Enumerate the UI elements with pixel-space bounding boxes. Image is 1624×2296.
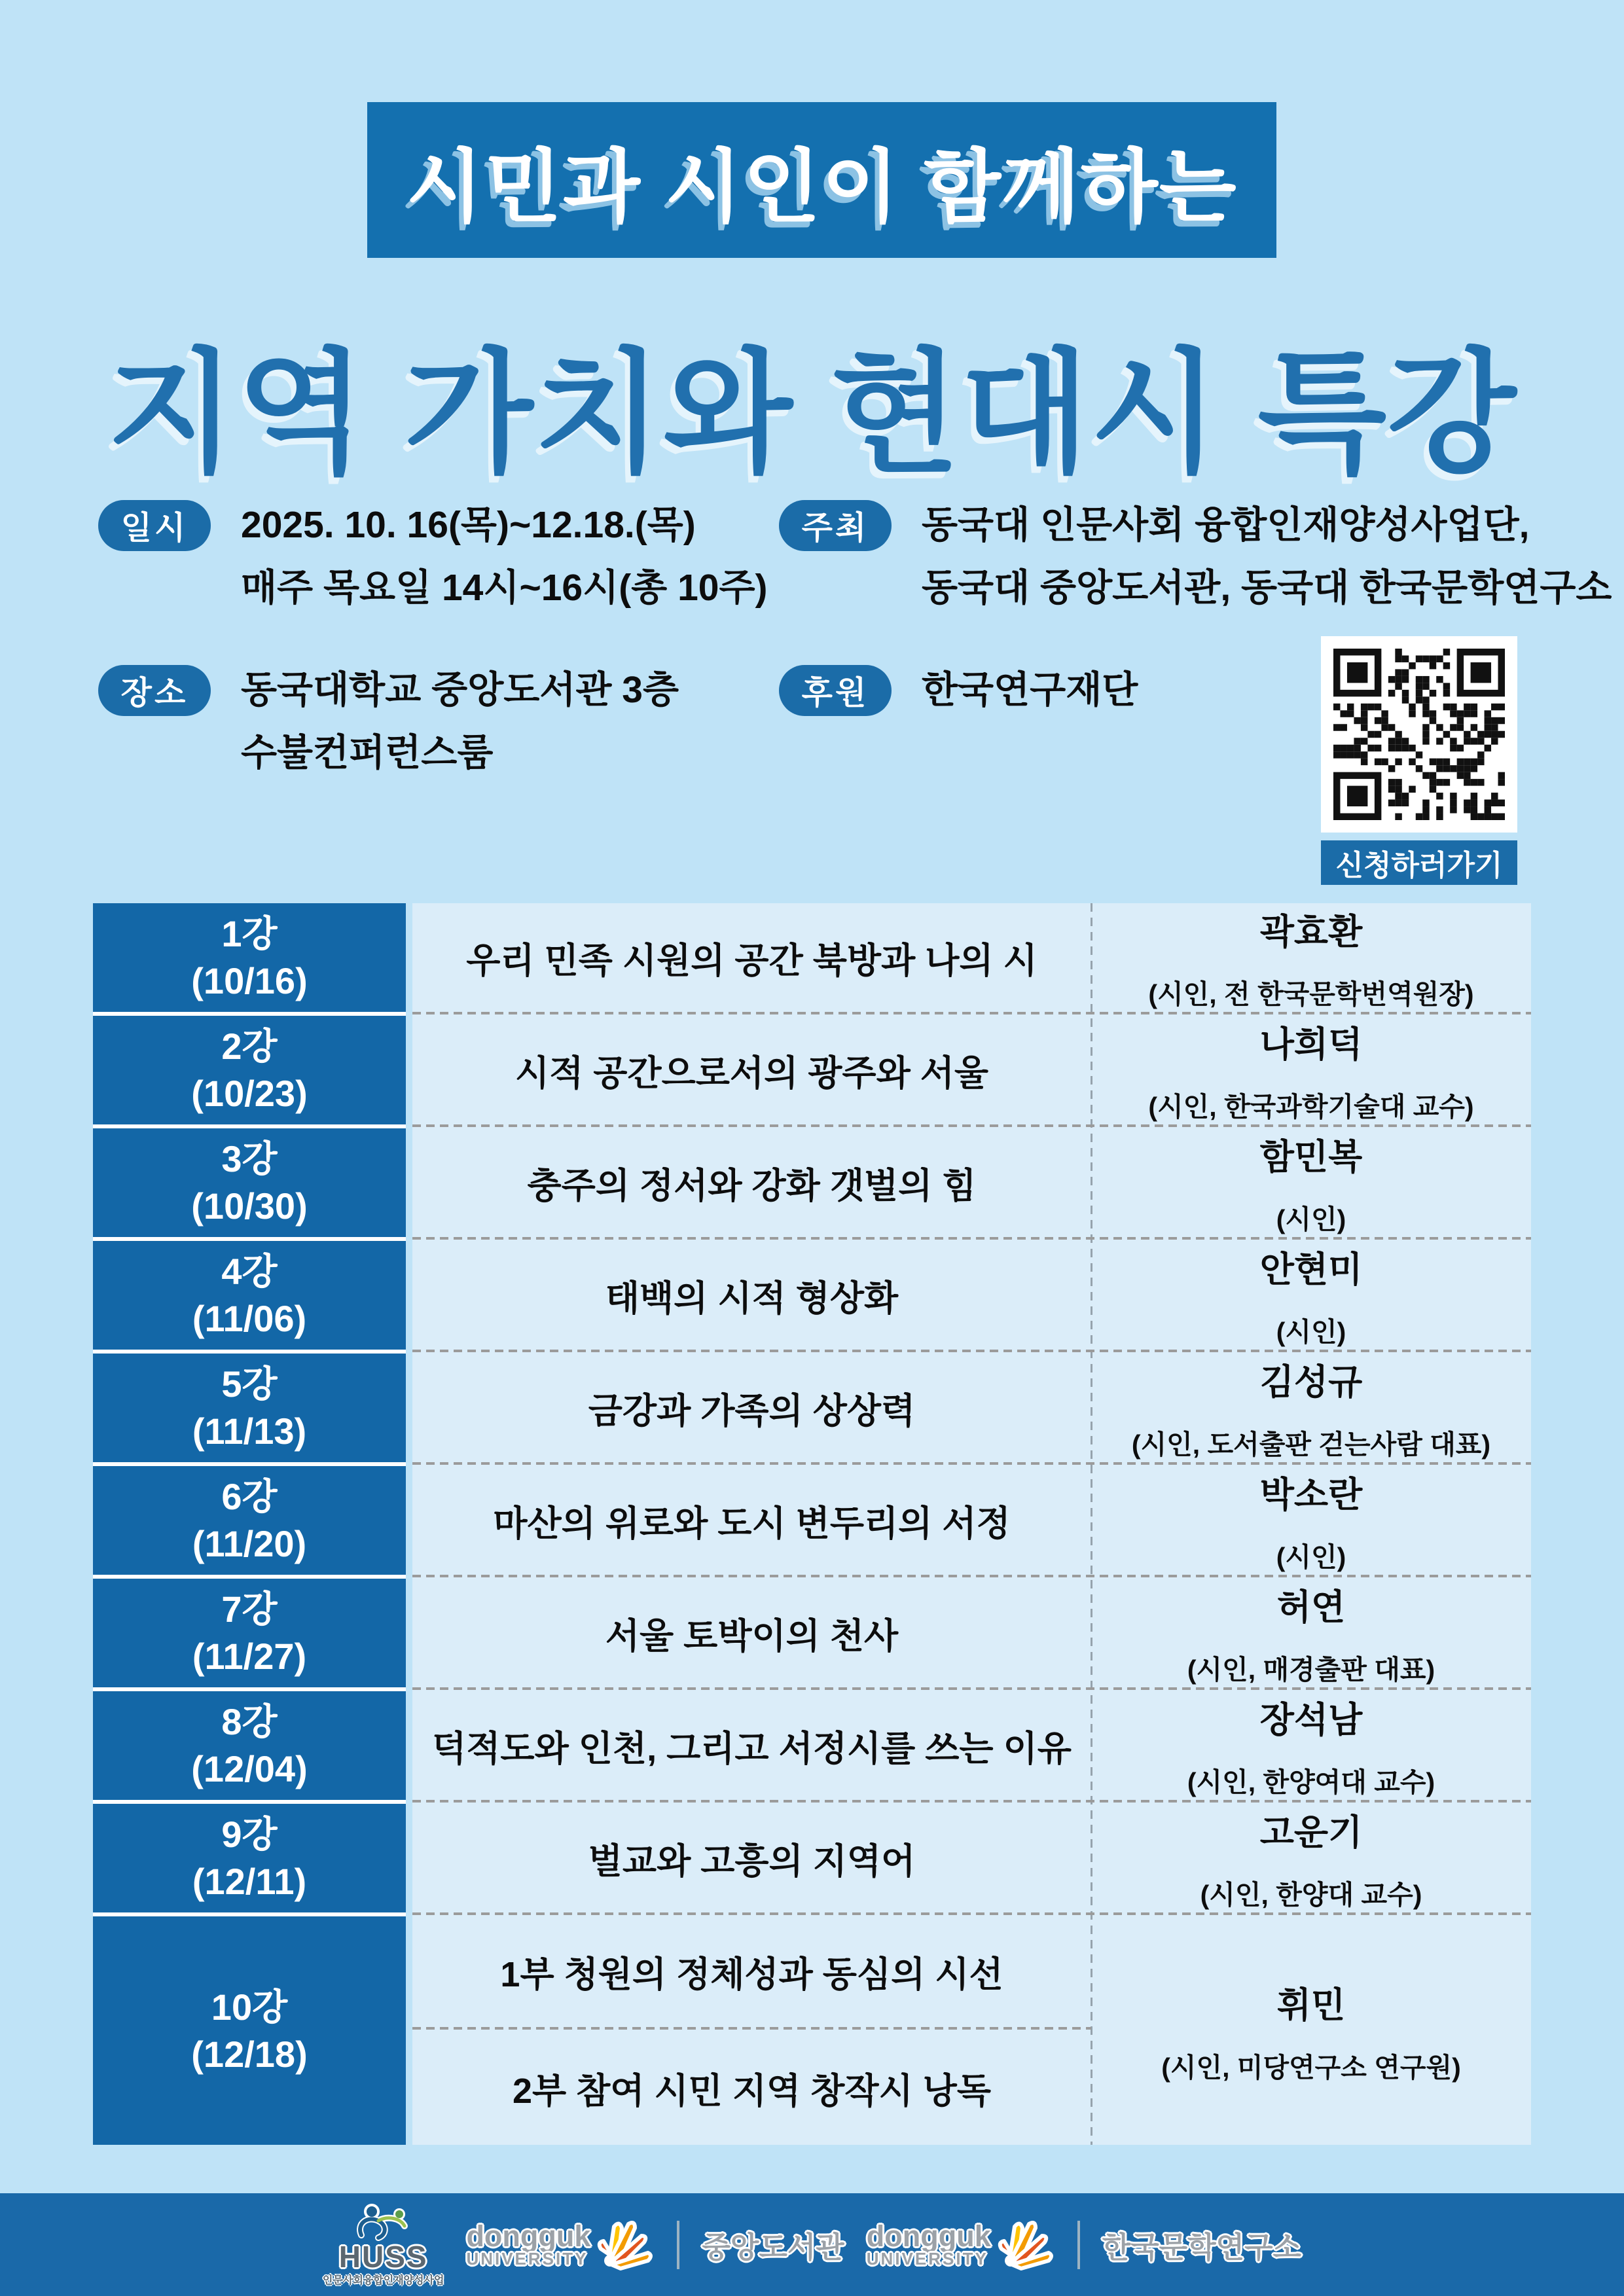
lotus-icon [594,2215,655,2275]
university-wordmark: UNIVERSITY [866,2248,988,2269]
dongguk-logo [867,2215,1055,2275]
row-divider [412,1124,1531,1127]
row-divider [412,1912,1531,1915]
session-cell: 6강 (11/20) [93,1466,406,1575]
topic-cell: 벌교와 고흥의 지역어 [588,1841,916,1881]
date-line2: 매주 목요일 14시~16시(총 10주) [241,567,768,609]
session-cell: 3강 (10/30) [93,1128,406,1237]
huss-subtext: 인문사회융합인재양성사업 [322,2274,444,2286]
speaker-cell: 고운기 (시인, 한양대 교수) [1200,1813,1422,1910]
topic-cell: 마산의 위로와 도시 변두리의 서정 [493,1503,1011,1543]
session-cell: 8강 (12/04) [93,1691,406,1800]
topic-cell: 금강과 가족의 상상력 [588,1391,916,1431]
place-line1: 동국대학교 중앙도서관 3층 [241,669,679,711]
sponsor-line1: 한국연구재단 [922,669,1138,711]
topic-cell-part1: 1부 청원의 정체성과 동심의 시선 [500,1955,1003,1994]
speaker-cell: 김성규 (시인, 도서출판 걷는사람 대표) [1131,1363,1491,1460]
speaker-cell: 장석남 (시인, 한양여대 교수) [1187,1700,1435,1797]
row-divider [412,1012,1531,1014]
footer [0,2193,1624,2296]
huss-icon [352,2204,415,2244]
dongguk-wordmark: dongguk [866,2219,991,2253]
place-badge: 장소 [98,665,211,716]
session-cell: 4강 (11/06) [93,1241,406,1350]
qr-code [1321,636,1517,833]
university-wordmark: UNIVERSITY [466,2248,588,2269]
banner [367,102,1276,258]
info-date [98,500,768,619]
topic-cell-part2: 2부 참여 시민 지역 창작시 낭독 [512,2071,991,2111]
schedule-table [93,903,1531,2145]
session-cell: 7강 (11/27) [93,1579,406,1687]
row-divider [412,1462,1531,1465]
lotus-icon [995,2215,1055,2275]
topic-cell: 시적 공간으로서의 광주와 서울 [514,1053,989,1093]
speaker-cell: 박소란 (시인) [1259,1475,1363,1572]
page-title: 지역 가치와 현대시 특강 [107,339,1517,488]
row-divider [412,1237,1531,1240]
date-badge: 일시 [98,500,211,551]
session-cell: 10강 (12/18) [93,1916,406,2145]
speaker-cell: 곽효환 (시인, 전 한국문학번역원장) [1148,912,1474,1009]
host-badge: 주최 [779,500,892,551]
session-cell: 5강 (11/13) [93,1354,406,1462]
unit-literature-institute: 한국문학연구소 [1102,2231,1302,2264]
topic-cell: 서울 토박이의 천사 [605,1616,899,1656]
host-line1: 동국대 인문사회 융합인재양성사업단, [922,504,1530,546]
speaker-cell: 함민복 (시인) [1259,1138,1363,1234]
session-column [93,903,406,2145]
row-divider [412,1800,1531,1803]
speaker-cell: 휘민 (시인, 미당연구소 연구원) [1161,1985,1461,2083]
info-host [779,500,1612,619]
place-line2: 수불컨퍼런스룸 [241,732,494,774]
speaker-cell: 나희덕 (시인, 한국과학기술대 교수) [1148,1025,1474,1122]
topic-cell: 충주의 정서와 강화 갯벌의 힘 [527,1166,977,1206]
schedule-body [412,903,1531,2145]
signup-link[interactable]: 신청하러가기 [1321,840,1517,885]
footer-divider [1077,2221,1080,2269]
huss-logo [323,2204,444,2286]
row-divider [412,1575,1531,1577]
session-cell: 9강 (12/11) [93,1804,406,1912]
footer-divider [677,2221,679,2269]
info-sponsor [779,665,1138,721]
dongguk-wordmark: dongguk [466,2219,591,2253]
sponsor-badge: 후원 [779,665,892,716]
row-divider [412,1687,1531,1690]
huss-name: HUSS [338,2239,428,2274]
topic-cell: 덕적도와 인천, 그리고 서정시를 쓰는 이유 [432,1729,1072,1768]
topic-cell: 우리 민족 시원의 공간 북방과 나의 시 [466,941,1038,980]
subrow-divider [412,2027,1091,2030]
topic-cell: 태백의 시적 형상화 [605,1278,899,1318]
session-cell: 1강 (10/16) [93,903,406,1012]
speaker-cell: 안현미 (시인) [1259,1250,1363,1347]
banner-text: 시민과 시인이 함께하는 [406,142,1238,232]
info-place [98,665,679,784]
unit-library: 중앙도서관 [702,2231,844,2264]
dongguk-logo [466,2215,655,2275]
session-cell: 2강 (10/23) [93,1016,406,1124]
row-divider [412,1350,1531,1352]
date-line1: 2025. 10. 16(목)~12.18.(목) [241,504,696,546]
host-line2: 동국대 중앙도서관, 동국대 한국문학연구소 [922,567,1612,609]
speaker-cell: 허연 (시인, 매경출판 대표) [1187,1588,1435,1685]
